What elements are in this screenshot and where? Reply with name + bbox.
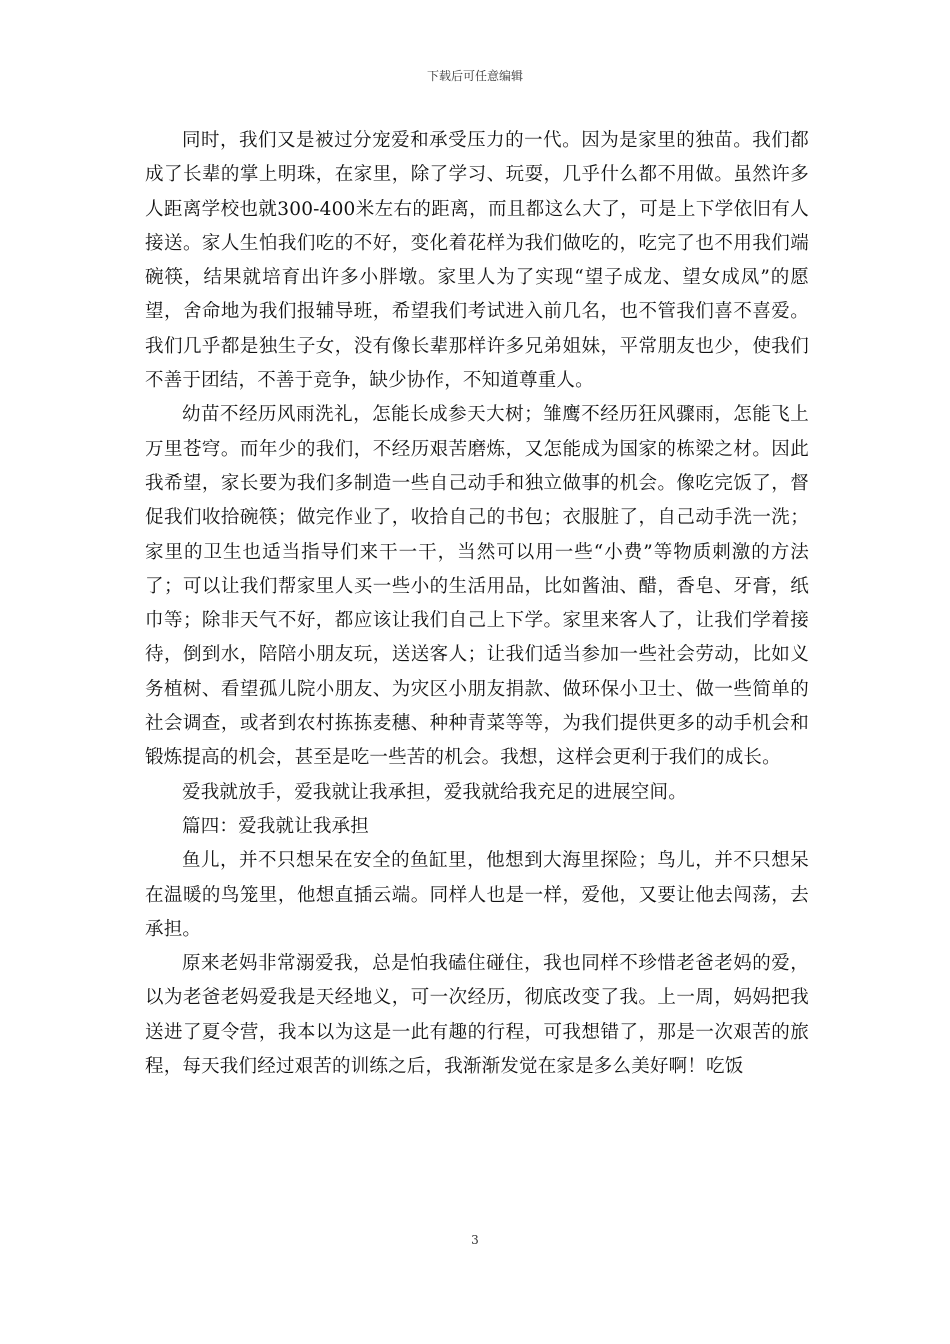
paragraph-let-go: 爱我就放手，爱我就让我承担，爱我就给我充足的进展空间。 bbox=[182, 781, 687, 803]
document-body bbox=[145, 124, 809, 1084]
paragraph-fish-and-birds: 鱼儿，并不只想呆在安全的鱼缸里，他想到大海里探险；鸟儿，并不只想呆在温暖的鸟笼里，他想直插云端。同样人也是一样，爱他，又要让他去闯荡，去承担。 bbox=[145, 850, 809, 940]
page-header: 下载后可任意编辑 bbox=[426, 69, 523, 83]
paragraph-pressure-generation: 同时，我们又是被过分宠爱和承受压力的一代。因为是家里的独苗。我们都成了长辈的掌上明珠，在家里，除了学习、玩耍，几乎什么都不用做。虽然许多人距离学校也就300-400米左右的距离，而且都这么大了，可是上下学依旧有人接送。家人生怕我们吃的不好，变化着花样为我们做吃的，吃完了也不用我们端碗筷，结果就培育出许多小胖墩。家里人为了实现“望子成龙、望女成凤”的愿望，舍命地为我们报辅导班，希望我们考试进入前几名，也不管我们喜不喜爱。我们几乎都是独生子女，没有像长辈那样许多兄弟姐妹，平常朋友也少，使我们不善于团结，不善于竞争，缺少协作，不知道尊重人。 bbox=[145, 130, 809, 392]
page-number: 3 bbox=[471, 1233, 479, 1247]
section-heading-part-four: 篇四：爱我就让我承担 bbox=[182, 815, 370, 837]
paragraph-summer-camp: 原来老妈非常溺爱我，总是怕我磕住碰住，我也同样不珍惜老爸老妈的爱，以为老爸老妈爱我是天经地义，可一次经历，彻底改变了我。上一周，妈妈把我送进了夏令营，我本以为这是一此有趣的行程，可我想错了，那是一次艰苦的旅程，每天我们经过艰苦的训练之后，我渐渐发觉在家是多么美好啊！吃饭 bbox=[145, 953, 809, 1078]
paragraph-seedlings-and-eagles: 幼苗不经历风雨洗礼，怎能长成参天大树；雏鹰不经历狂风骤雨，怎能飞上万里苍穹。而年少的我们，不经历艰苦磨炼，又怎能成为国家的栋梁之材。因此我希望，家长要为我们多制造一些自己动手和独立做事的机会。像吃完饭了，督促我们收拾碗筷；做完作业了，收拾自己的书包；衣服脏了，自己动手洗一洗；家里的卫生也适当指导们来干一干，当然可以用一些“小费”等物质刺激的方法了；可以让我们帮家里人买一些小的生活用品，比如酱油、醋，香皂、牙膏，纸巾等；除非天气不好，都应该让我们自己上下学。家里来客人了，让我们学着接待，倒到水，陪陪小朋友玩，送送客人；让我们适当参加一些社会劳动，比如义务植树、看望孤儿院小朋友、为灾区小朋友捐款、做环保小卫士、做一些简单的社会调查，或者到农村拣拣麦穗、种种青菜等等，为我们提供更多的动手机会和锻炼提高的机会，甚至是吃一些苦的机会。我想，这样会更利于我们的成长。 bbox=[145, 404, 809, 769]
